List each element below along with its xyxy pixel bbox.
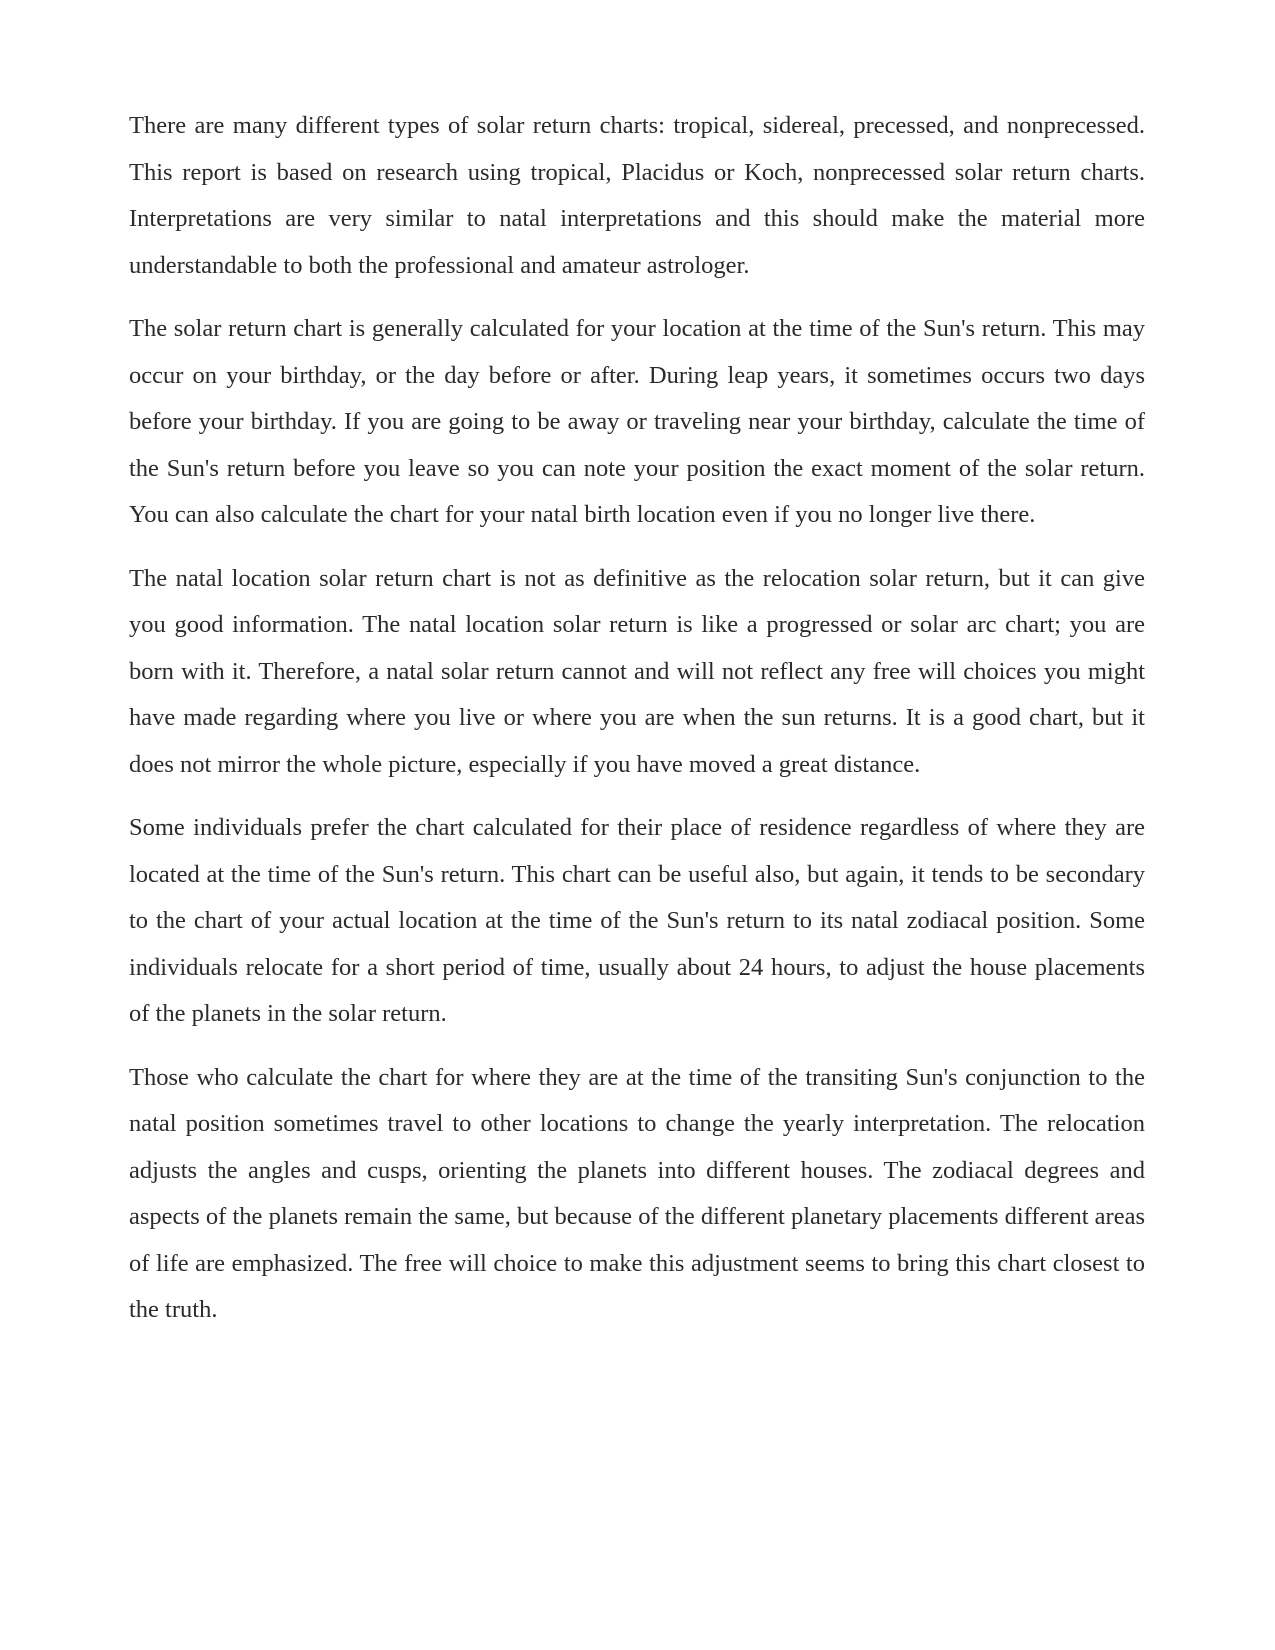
paragraph-calculation-location: The solar return chart is generally calculated for your location at the time of the Sun's return. This may occur on your birthday, or the day before or after. During leap years, it sometimes occurs two days before your birthday. If you are going to be away or traveling near your birthday, calculate the time of the Sun's return before you leave so you can note your position the exact moment of the solar return. You can also calculate the chart for your natal birth location even if you no longer live there. [129,315,1145,528]
paragraph-natal-location: The natal location solar return chart is not as definitive as the relocation solar return, but it can give you good information. The natal location solar return is like a progressed or solar arc chart; you are born with it. Therefore, a natal solar return cannot and will not reflect any free will choices you might have made regarding where you live or where you are when the sun returns. It is a good chart, but it does not mirror the whole picture, especially if you have moved a great distance. [129,564,1145,778]
paragraph-solar-return-types: There are many different types of solar return charts: tropical, sidereal, precessed, and nonprecessed. This report is based on research using tropical, Placidus or Koch, nonprecessed solar return charts. Interpretations are very similar to natal interpretations and this should make the material more understandable to both the professional and amateur astrologer. [129,112,1145,279]
paragraph-relocation: Those who calculate the chart for where they are at the time of the transiting Sun's conjunction to the natal position sometimes travel to other locations to change the yearly interpretation. The relocation adjusts the angles and cusps, orienting the planets into different houses. The zodiacal degrees and aspects of the planets remain the same, but because of the different planetary placements different areas of life are emphasized. The free will choice to make this adjustment seems to bring this chart closest to the truth. [129,1063,1145,1323]
document-body [129,103,1145,1351]
paragraph-place-of-residence: Some individuals prefer the chart calculated for their place of residence regardless of where they are located at the time of the Sun's return. This chart can be useful also, but again, it tends to be secondary to the chart of your actual location at the time of the Sun's return to its natal zodiacal position. Some individuals relocate for a short period of time, usually about 24 hours, to adjust the house placements of the planets in the solar return. [129,814,1145,1027]
